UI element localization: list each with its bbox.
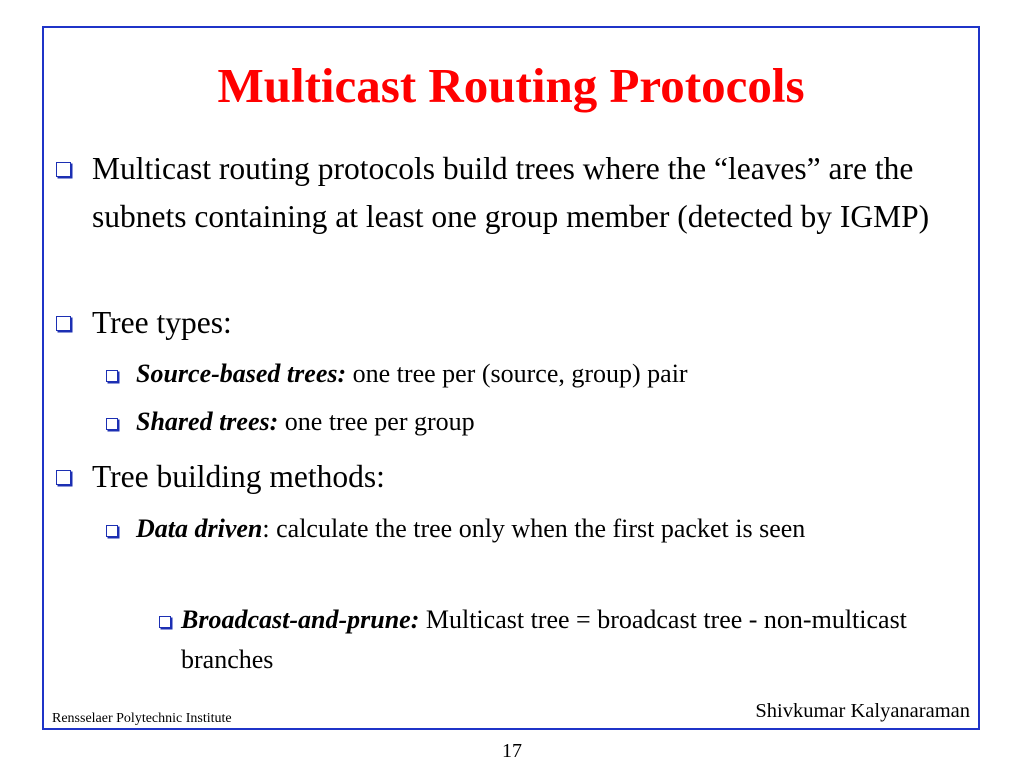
term-label: Shared trees: <box>136 407 279 436</box>
hollow-square-bullet-icon <box>106 370 118 382</box>
hollow-square-bullet-icon <box>106 418 118 430</box>
sub-bullet-source-based-trees <box>102 354 962 394</box>
sub-bullet-text <box>136 509 962 549</box>
hollow-square-bullet-icon <box>56 316 71 331</box>
term-description: one tree per (source, group) pair <box>346 359 688 388</box>
hollow-square-bullet-icon <box>56 470 71 485</box>
bullet-tree-types <box>52 299 952 347</box>
sub-sub-bullet-text <box>181 600 956 680</box>
page-number: 17 <box>502 740 522 762</box>
sub-bullet-shared-trees <box>102 402 962 442</box>
term-description: Multicast tree = broadcast tree - non-multicast branches <box>181 605 907 674</box>
term-label: Broadcast-and-prune: <box>181 605 420 634</box>
bullet-text: Multicast routing protocols build trees where the “leaves” are the subnets containing at least one group member (detected by IGMP) <box>92 151 930 234</box>
footer-author: Shivkumar Kalyanaraman <box>755 700 970 722</box>
slide-title: Multicast Routing Protocols <box>217 58 805 113</box>
term-label: Source-based trees: <box>136 359 347 388</box>
sub-sub-bullet-broadcast-and-prune <box>156 600 956 680</box>
sub-bullet-data-driven <box>102 509 962 549</box>
bullet-multicast-routing <box>52 145 952 241</box>
sub-bullet-text <box>136 402 962 442</box>
bullet-tree-building-methods <box>52 453 952 501</box>
sub-bullet-text <box>136 354 962 394</box>
term-description: : calculate the tree only when the first packet is seen <box>262 514 806 543</box>
hollow-square-bullet-icon <box>56 162 71 177</box>
hollow-square-bullet-icon <box>106 525 118 537</box>
term-description: one tree per group <box>278 407 475 436</box>
bullet-text: Tree building methods: <box>92 459 385 494</box>
term-label: Data driven <box>136 514 263 543</box>
bullet-text: Tree types: <box>92 305 232 340</box>
footer-institution: Rensselaer Polytechnic Institute <box>52 711 232 726</box>
hollow-square-bullet-icon <box>159 616 171 628</box>
